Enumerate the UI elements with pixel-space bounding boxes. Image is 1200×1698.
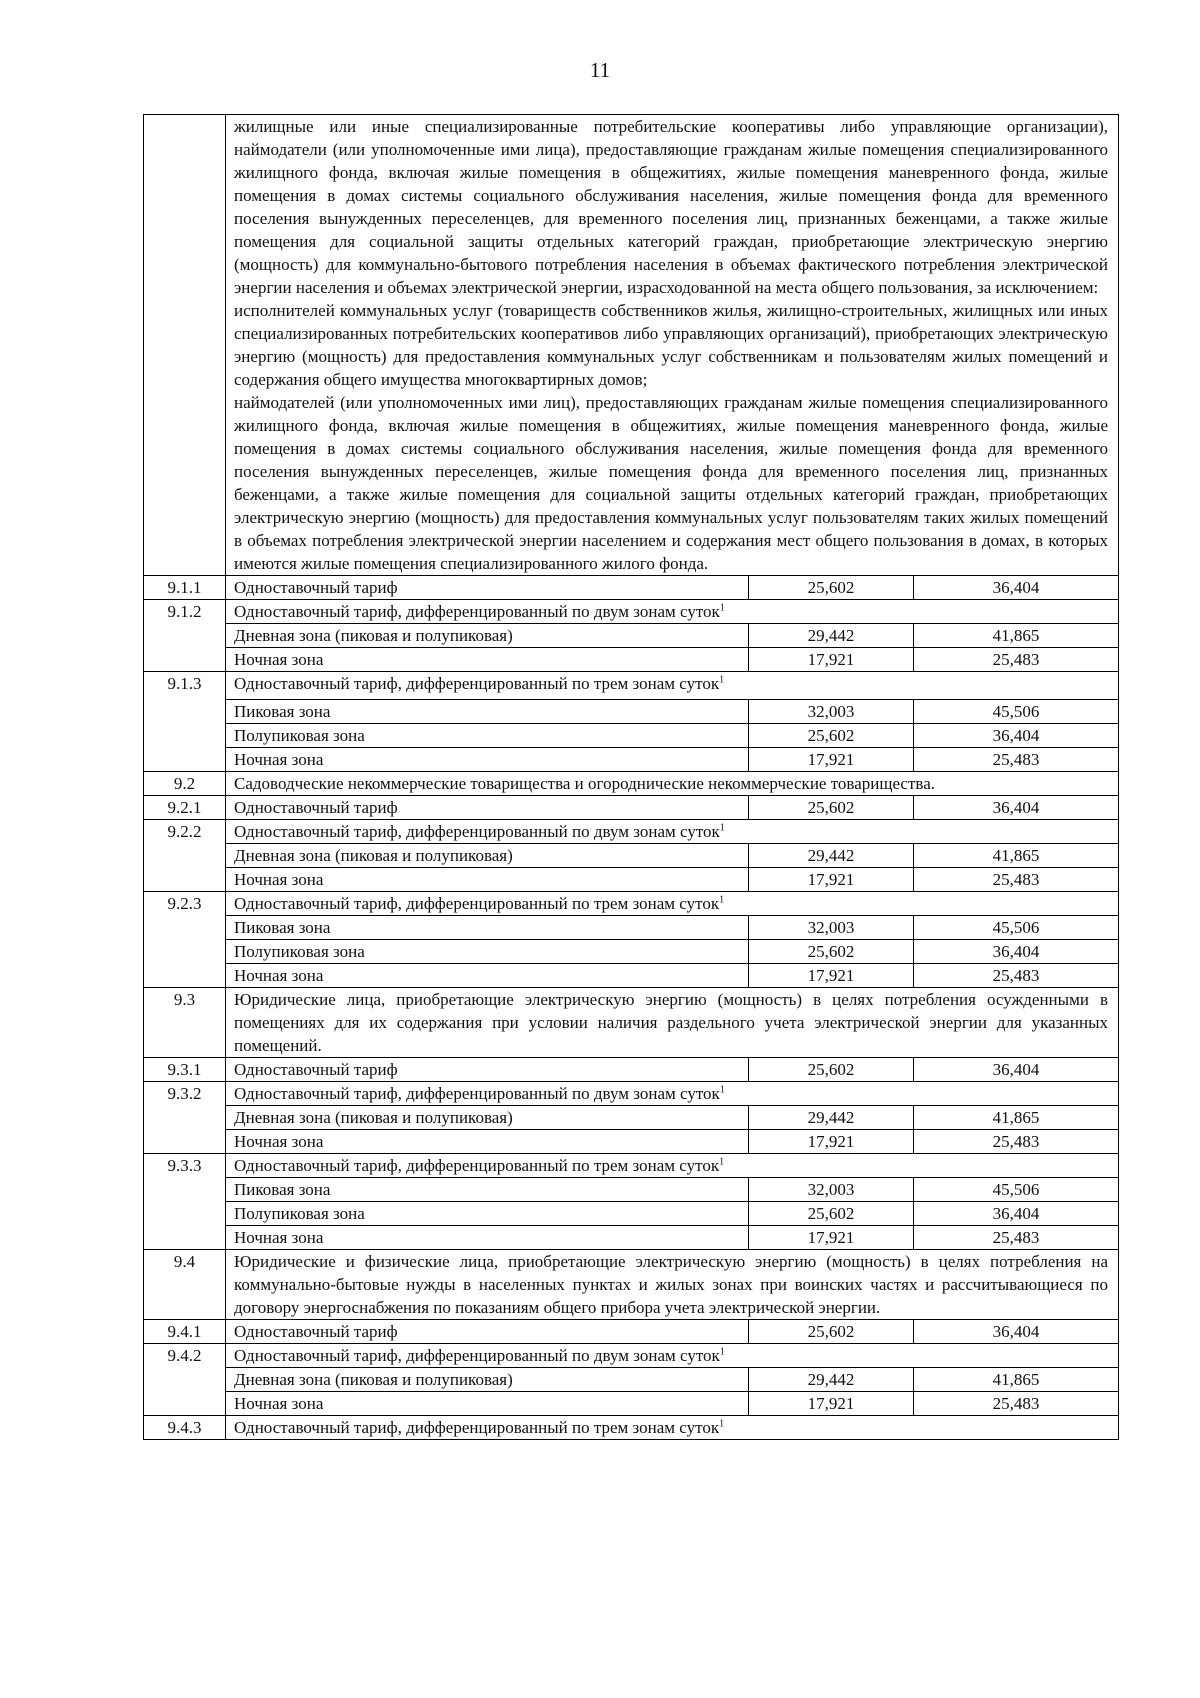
zone-label: Ночная зона — [226, 1226, 749, 1250]
table-row — [144, 964, 1119, 988]
row-number: 9.2.1 — [144, 796, 226, 820]
table-row — [144, 1392, 1119, 1416]
value-cell: 41,865 — [914, 1106, 1119, 1130]
label-text: Одноставочный тариф, дифференцированный по двум зонам суток — [234, 602, 720, 621]
label-text: Одноставочный тариф, дифференцированный по трем зонам суток — [234, 1418, 720, 1437]
tariff-label — [226, 820, 1119, 844]
zone-label: Дневная зона (пиковая и полупиковая) — [226, 844, 749, 868]
zone-label: Полупиковая зона — [226, 1202, 749, 1226]
zone-label: Ночная зона — [226, 1130, 749, 1154]
page-number: 11 — [589, 58, 611, 82]
value-cell: 25,602 — [749, 1202, 914, 1226]
value-cell: 25,602 — [749, 796, 914, 820]
row-number: 9.3.1 — [144, 1058, 226, 1082]
value-cell: 45,506 — [914, 1178, 1119, 1202]
label-text: Одноставочный тариф, дифференцированный по двум зонам суток — [234, 1084, 720, 1103]
table-row — [144, 1226, 1119, 1250]
footnote-mark: 1 — [719, 894, 725, 906]
tariff-label — [226, 1416, 1119, 1440]
label-text: Одноставочный тариф, дифференцированный по двум зонам суток — [234, 1346, 720, 1365]
value-cell: 29,442 — [749, 1368, 914, 1392]
table-row — [144, 1416, 1119, 1440]
section-number: 9.2 — [144, 772, 226, 796]
row-number: 9.4.2 — [144, 1344, 226, 1416]
table-row — [144, 1368, 1119, 1392]
value-cell: 25,483 — [914, 964, 1119, 988]
table-row — [144, 892, 1119, 916]
footnote-mark: 1 — [719, 1156, 725, 1168]
table-row — [144, 1130, 1119, 1154]
zone-label: Пиковая зона — [226, 1178, 749, 1202]
row-number: 9.2.3 — [144, 892, 226, 988]
table-row — [144, 600, 1119, 624]
section-number: 9.4 — [144, 1250, 226, 1320]
value-cell: 25,483 — [914, 648, 1119, 672]
section-title: Юридические лица, приобретающие электрическую энергию (мощность) в целях потребления осужденными в помещениях для их содержания при условии наличия раздельного учета электрической энергии для указанных помещений. — [226, 988, 1119, 1058]
tariff-label: Одноставочный тариф — [226, 1058, 749, 1082]
row-number: 9.3.3 — [144, 1154, 226, 1250]
footnote-mark: 1 — [719, 1346, 725, 1358]
table-row — [144, 1106, 1119, 1130]
value-cell: 45,506 — [914, 700, 1119, 724]
zone-label: Ночная зона — [226, 648, 749, 672]
table-row — [144, 772, 1119, 796]
table-row — [144, 648, 1119, 672]
table-row — [144, 672, 1119, 700]
table-row — [144, 1082, 1119, 1106]
tariff-label — [226, 672, 1119, 700]
row-number: 9.2.2 — [144, 820, 226, 892]
value-cell: 36,404 — [914, 724, 1119, 748]
table-row — [144, 940, 1119, 964]
table-row — [144, 1058, 1119, 1082]
value-cell: 41,865 — [914, 844, 1119, 868]
table-row — [144, 700, 1119, 724]
zone-label: Дневная зона (пиковая и полупиковая) — [226, 1368, 749, 1392]
value-cell: 32,003 — [749, 1178, 914, 1202]
value-cell: 32,003 — [749, 700, 914, 724]
value-cell: 25,483 — [914, 748, 1119, 772]
value-cell: 17,921 — [749, 1392, 914, 1416]
tariff-label: Одноставочный тариф — [226, 796, 749, 820]
row-number: 9.1.1 — [144, 576, 226, 600]
table-row — [144, 916, 1119, 940]
value-cell: 29,442 — [749, 624, 914, 648]
value-cell: 32,003 — [749, 916, 914, 940]
tariff-label — [226, 600, 1119, 624]
zone-label: Пиковая зона — [226, 700, 749, 724]
tariff-label — [226, 1344, 1119, 1368]
table-row — [144, 748, 1119, 772]
section-title: Юридические и физические лица, приобретающие электрическую энергию (мощность) в целях потребления на коммунально-бытовые нужды в населенных пунктах и жилых зонах при воинских частях и рассчитывающиеся по договору энергоснабжения по показаниям общего прибора учета электрической энергии. — [226, 1250, 1119, 1320]
value-cell: 36,404 — [914, 796, 1119, 820]
intro-paragraph: наймодателей (или уполномоченных ими лиц), предоставляющих гражданам жилые помещения специализированного жилищного фонда, включая жилые помещения в общежитиях, жилые помещения маневренного фонда, жилые помещения в домах системы социального обслуживания населения, жилые помещения фонда для временного поселения вынужденных переселенцев, жилые помещения фонда для временного поселения лиц, признанных беженцами, а также жилые помещения для социальной защиты отдельных категорий граждан, приобретающих электрическую энергию (мощность) для предоставления коммунальных услуг пользователям таких жилых помещений в объемах потребления электрической энергии населением и содержания мест общего пользования в домах, в которых имеются жилые помещения специализированного жилого фонда. — [234, 393, 1108, 573]
table-row-intro — [144, 115, 1119, 576]
table-row — [144, 576, 1119, 600]
intro-text — [226, 115, 1119, 576]
label-text: Одноставочный тариф, дифференцированный по трем зонам суток — [234, 894, 720, 913]
label-text: Одноставочный тариф, дифференцированный по трем зонам суток — [234, 674, 720, 693]
value-cell: 36,404 — [914, 1320, 1119, 1344]
zone-label: Пиковая зона — [226, 916, 749, 940]
value-cell: 17,921 — [749, 1226, 914, 1250]
value-cell: 25,483 — [914, 1130, 1119, 1154]
tariff-label: Одноставочный тариф — [226, 1320, 749, 1344]
table-row — [144, 1250, 1119, 1320]
tariff-label — [226, 1082, 1119, 1106]
label-text: Одноставочный тариф, дифференцированный по трем зонам суток — [234, 1156, 720, 1175]
intro-paragraph: жилищные или иные специализированные потребительские кооперативы либо управляющие организации), наймодатели (или уполномоченные ими лица), предоставляющие гражданам жилые помещения специализированного жилищного фонда, включая жилые помещения в общежитиях, жилые помещения маневренного фонда, жилые помещения в домах системы социального обслуживания населения, жилые помещения фонда для временного поселения вынужденных переселенцев, для временного поселения лиц, признанных беженцами, а также жилые помещения для социальной защиты отдельных категорий граждан, приобретающие электрическую энергию (мощность) для коммунально-бытового потребления населения в объемах фактического потребления электрической энергии населения и объемах электрической энергии, израсходованной на места общего пользования, за исключением: — [234, 117, 1108, 297]
value-cell: 25,602 — [749, 1320, 914, 1344]
value-cell: 36,404 — [914, 1202, 1119, 1226]
row-number: 9.1.3 — [144, 672, 226, 772]
table-row — [144, 1202, 1119, 1226]
label-text: Одноставочный тариф, дифференцированный по двум зонам суток — [234, 822, 720, 841]
value-cell: 25,602 — [749, 576, 914, 600]
footnote-mark: 1 — [719, 1084, 725, 1096]
row-number: 9.3.2 — [144, 1082, 226, 1154]
value-cell: 17,921 — [749, 748, 914, 772]
tariff-table — [143, 114, 1119, 1440]
value-cell: 36,404 — [914, 1058, 1119, 1082]
value-cell: 25,602 — [749, 1058, 914, 1082]
intro-paragraph: исполнителей коммунальных услуг (товариществ собственников жилья, жилищно-строительных, жилищных или иных специализированных потребительских кооперативов либо управляющих организаций), приобретающих электрическую энергию (мощность) для предоставления коммунальных услуг собственникам и пользователям жилых помещений и содержания общего имущества многоквартирных домов; — [234, 301, 1108, 389]
value-cell: 29,442 — [749, 1106, 914, 1130]
footnote-mark: 1 — [719, 602, 725, 614]
value-cell: 41,865 — [914, 624, 1119, 648]
table-row — [144, 988, 1119, 1058]
zone-label: Полупиковая зона — [226, 724, 749, 748]
section-number: 9.3 — [144, 988, 226, 1058]
row-number: 9.1.2 — [144, 600, 226, 672]
zone-label: Ночная зона — [226, 964, 749, 988]
zone-label: Дневная зона (пиковая и полупиковая) — [226, 1106, 749, 1130]
number-cell — [144, 115, 226, 576]
footnote-mark: 1 — [719, 674, 725, 686]
value-cell: 25,483 — [914, 868, 1119, 892]
table-row — [144, 624, 1119, 648]
value-cell: 17,921 — [749, 648, 914, 672]
value-cell: 25,483 — [914, 1226, 1119, 1250]
value-cell: 29,442 — [749, 844, 914, 868]
footnote-mark: 1 — [719, 822, 725, 834]
table-row — [144, 1178, 1119, 1202]
table-row — [144, 796, 1119, 820]
tariff-label — [226, 892, 1119, 916]
table-row — [144, 1344, 1119, 1368]
table-row — [144, 1154, 1119, 1178]
zone-label: Ночная зона — [226, 748, 749, 772]
value-cell: 17,921 — [749, 964, 914, 988]
row-number: 9.4.1 — [144, 1320, 226, 1344]
tariff-label: Одноставочный тариф — [226, 576, 749, 600]
value-cell: 17,921 — [749, 1130, 914, 1154]
value-cell: 41,865 — [914, 1368, 1119, 1392]
tariff-label — [226, 1154, 1119, 1178]
zone-label: Ночная зона — [226, 868, 749, 892]
table-row — [144, 844, 1119, 868]
value-cell: 25,602 — [749, 724, 914, 748]
zone-label: Ночная зона — [226, 1392, 749, 1416]
zone-label: Дневная зона (пиковая и полупиковая) — [226, 624, 749, 648]
value-cell: 45,506 — [914, 916, 1119, 940]
value-cell: 25,602 — [749, 940, 914, 964]
value-cell: 17,921 — [749, 868, 914, 892]
row-number: 9.4.3 — [144, 1416, 226, 1440]
table-row — [144, 1320, 1119, 1344]
table-row — [144, 820, 1119, 844]
table-row — [144, 868, 1119, 892]
value-cell: 36,404 — [914, 940, 1119, 964]
section-title: Садоводческие некоммерческие товарищества и огороднические некоммерческие товарищества. — [226, 772, 1119, 796]
value-cell: 36,404 — [914, 576, 1119, 600]
zone-label: Полупиковая зона — [226, 940, 749, 964]
table-row — [144, 724, 1119, 748]
value-cell: 25,483 — [914, 1392, 1119, 1416]
footnote-mark: 1 — [719, 1418, 725, 1430]
